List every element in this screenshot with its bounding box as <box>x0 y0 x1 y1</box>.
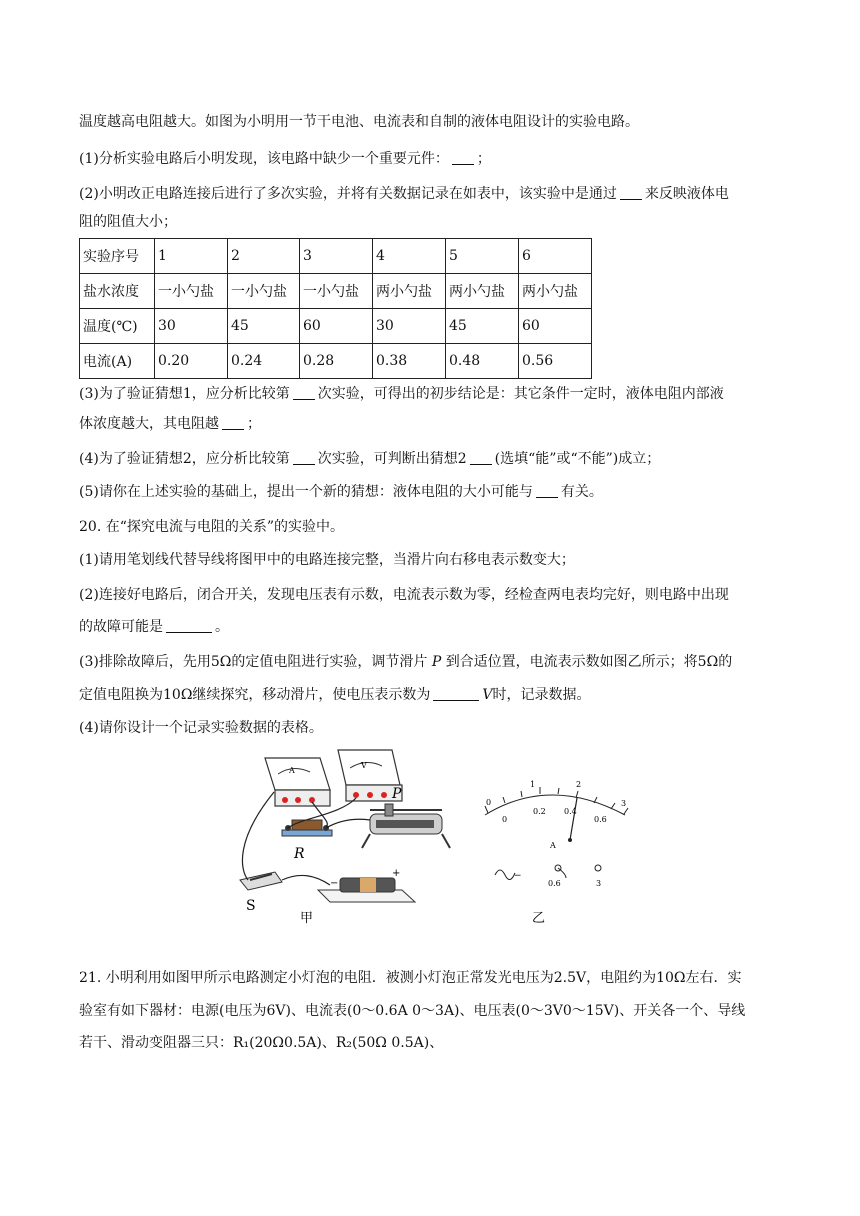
table-row <box>80 309 592 344</box>
tick-label: 0 <box>486 798 492 807</box>
table-cell: 1 <box>155 239 228 274</box>
question-4: (4)为了验证猜想2，应分析比较第 次实验，可判断出猜想2 (选填“能”或“不能”)成立； <box>79 451 661 467</box>
table-row <box>80 274 592 309</box>
table-cell: 3 <box>300 239 373 274</box>
circuit-figure <box>230 740 650 935</box>
table-cell: 温度(℃) <box>80 309 155 344</box>
answer-blank[interactable] <box>222 415 244 430</box>
answer-blank[interactable] <box>452 150 474 165</box>
figure-label-yi: 乙 <box>532 911 546 926</box>
table-cell: 一小勺盐 <box>300 274 373 309</box>
intro-line: 温度越高电阻越大。如图为小明用一节干电池、电流表和自制的液体电阻设计的实验电路。 <box>79 114 639 130</box>
resistor-label: R <box>294 846 305 862</box>
problem-20-title: 20. 在“探究电流与电阻的关系”的实验中。 <box>79 519 345 535</box>
answer-blank[interactable] <box>166 618 212 633</box>
switch-label: S <box>246 898 256 914</box>
switch-icon <box>240 872 282 890</box>
tick-label: 0 <box>502 815 508 824</box>
table-row <box>80 344 592 379</box>
ammeter-icon <box>265 758 330 806</box>
table-cell: 2 <box>228 239 300 274</box>
data-table <box>79 238 592 379</box>
question-3-cont: 体浓度越大，其电阻越 ； <box>79 416 261 432</box>
tick-label: 0.4 <box>564 807 577 816</box>
tick-label: 3 <box>621 799 627 808</box>
table-cell: 0.24 <box>228 344 300 379</box>
question-2-cont: 阻的阻值大小； <box>79 214 177 230</box>
table-cell: 一小勺盐 <box>155 274 228 309</box>
problem-21-line-1: 21. 小明利用如图甲所示电路测定小灯泡的电阻．被测小灯泡正常发光电压为2.5V，电阻约为10Ω左右．实 <box>79 970 742 986</box>
table-cell: 电流(A) <box>80 344 155 379</box>
meter-v-label: V <box>361 761 367 770</box>
ammeter-dial-icon <box>485 780 628 888</box>
table-cell: 两小勺盐 <box>519 274 592 309</box>
answer-blank[interactable] <box>293 450 315 465</box>
table-row <box>80 239 592 274</box>
table-cell: 0.38 <box>373 344 446 379</box>
answer-blank[interactable] <box>620 185 642 200</box>
table-cell: 0.56 <box>519 344 592 379</box>
table-cell: 0.48 <box>446 344 519 379</box>
table-cell: 30 <box>155 309 228 344</box>
meter-a-label: A <box>289 766 295 775</box>
problem-21-line-3: 若干、滑动变阻器三只：R₁(20Ω0.5A)、R₂(50Ω 0.5A)、 <box>79 1035 444 1051</box>
problem-21-line-2: 验室有如下器材：电源(电压为6V)、电流表(0～0.6A 0～3A)、电压表(0～3V0～15V)、开关各一个、导线 <box>79 1003 746 1019</box>
tick-label: 0.2 <box>533 807 546 816</box>
tick-label: 1 <box>530 780 536 789</box>
figure-label-jia: 甲 <box>300 911 314 926</box>
tick-label: 0.6 <box>594 815 607 824</box>
table-cell: 45 <box>446 309 519 344</box>
problem-20-part-3: (3)排除故障后，先用5Ω的定值电阻进行实验，调节滑片 P 到合适位置，电流表示数如图乙所示；将5Ω的 <box>79 654 733 670</box>
table-cell: 30 <box>373 309 446 344</box>
table-cell: 两小勺盐 <box>373 274 446 309</box>
resistor-icon <box>282 820 332 836</box>
question-2: (2)小明改正电路连接后进行了多次实验，并将有关数据记录在如表中，该实验中是通过 来反映液体电 <box>79 186 729 202</box>
answer-blank[interactable] <box>293 385 315 400</box>
table-cell: 0.20 <box>155 344 228 379</box>
table-cell: 盐水浓度 <box>80 274 155 309</box>
table-cell: 60 <box>300 309 373 344</box>
terminal-3: 3 <box>596 879 602 888</box>
tick-label: 2 <box>576 780 582 789</box>
table-cell: 60 <box>519 309 592 344</box>
table-cell: 45 <box>228 309 300 344</box>
table-cell: 4 <box>373 239 446 274</box>
battery-plus: + <box>392 868 401 879</box>
answer-blank[interactable] <box>536 483 558 498</box>
slider-label: P <box>392 786 402 802</box>
problem-20-part-1: (1)请用笔划线代替导线将图甲中的电路连接完整，当滑片向右移电表示数变大； <box>79 552 575 568</box>
table-cell: 两小勺盐 <box>446 274 519 309</box>
terminal-minus: − <box>514 871 522 881</box>
question-3: (3)为了验证猜想1，应分析比较第 次实验，可得出的初步结论是：其它条件一定时，液体电阻内部液 <box>79 386 724 402</box>
terminal-06: 0.6 <box>548 879 561 888</box>
problem-20-part-4: (4)请你设计一个记录实验数据的表格。 <box>79 720 323 736</box>
question-5: (5)请你在上述实验的基础上，提出一个新的猜想：液体电阻的大小可能与 有关。 <box>79 484 603 500</box>
rheostat-icon <box>362 804 450 848</box>
table-cell: 6 <box>519 239 592 274</box>
problem-20-part-2: (2)连接好电路后，闭合开关，发现电压表有示数，电流表示数为零，经检查两电表均完好，则电路中出现 <box>79 587 729 603</box>
table-cell: 5 <box>446 239 519 274</box>
question-1: (1)分析实验电路后小明发现，该电路中缺少一个重要元件： ； <box>79 151 491 167</box>
problem-20-part-3-cont: 定值电阻换为10Ω继续探究，移动滑片，使电压表示数为 V时，记录数据。 <box>79 687 591 703</box>
table-cell: 0.28 <box>300 344 373 379</box>
answer-blank[interactable] <box>433 686 479 701</box>
dial-unit: A <box>550 841 556 850</box>
battery-icon <box>318 868 415 902</box>
battery-minus: − <box>330 878 339 889</box>
problem-20-part-2-cont: 的故障可能是 。 <box>79 619 229 635</box>
table-cell: 实验序号 <box>80 239 155 274</box>
answer-blank[interactable] <box>470 450 492 465</box>
table-cell: 一小勺盐 <box>228 274 300 309</box>
